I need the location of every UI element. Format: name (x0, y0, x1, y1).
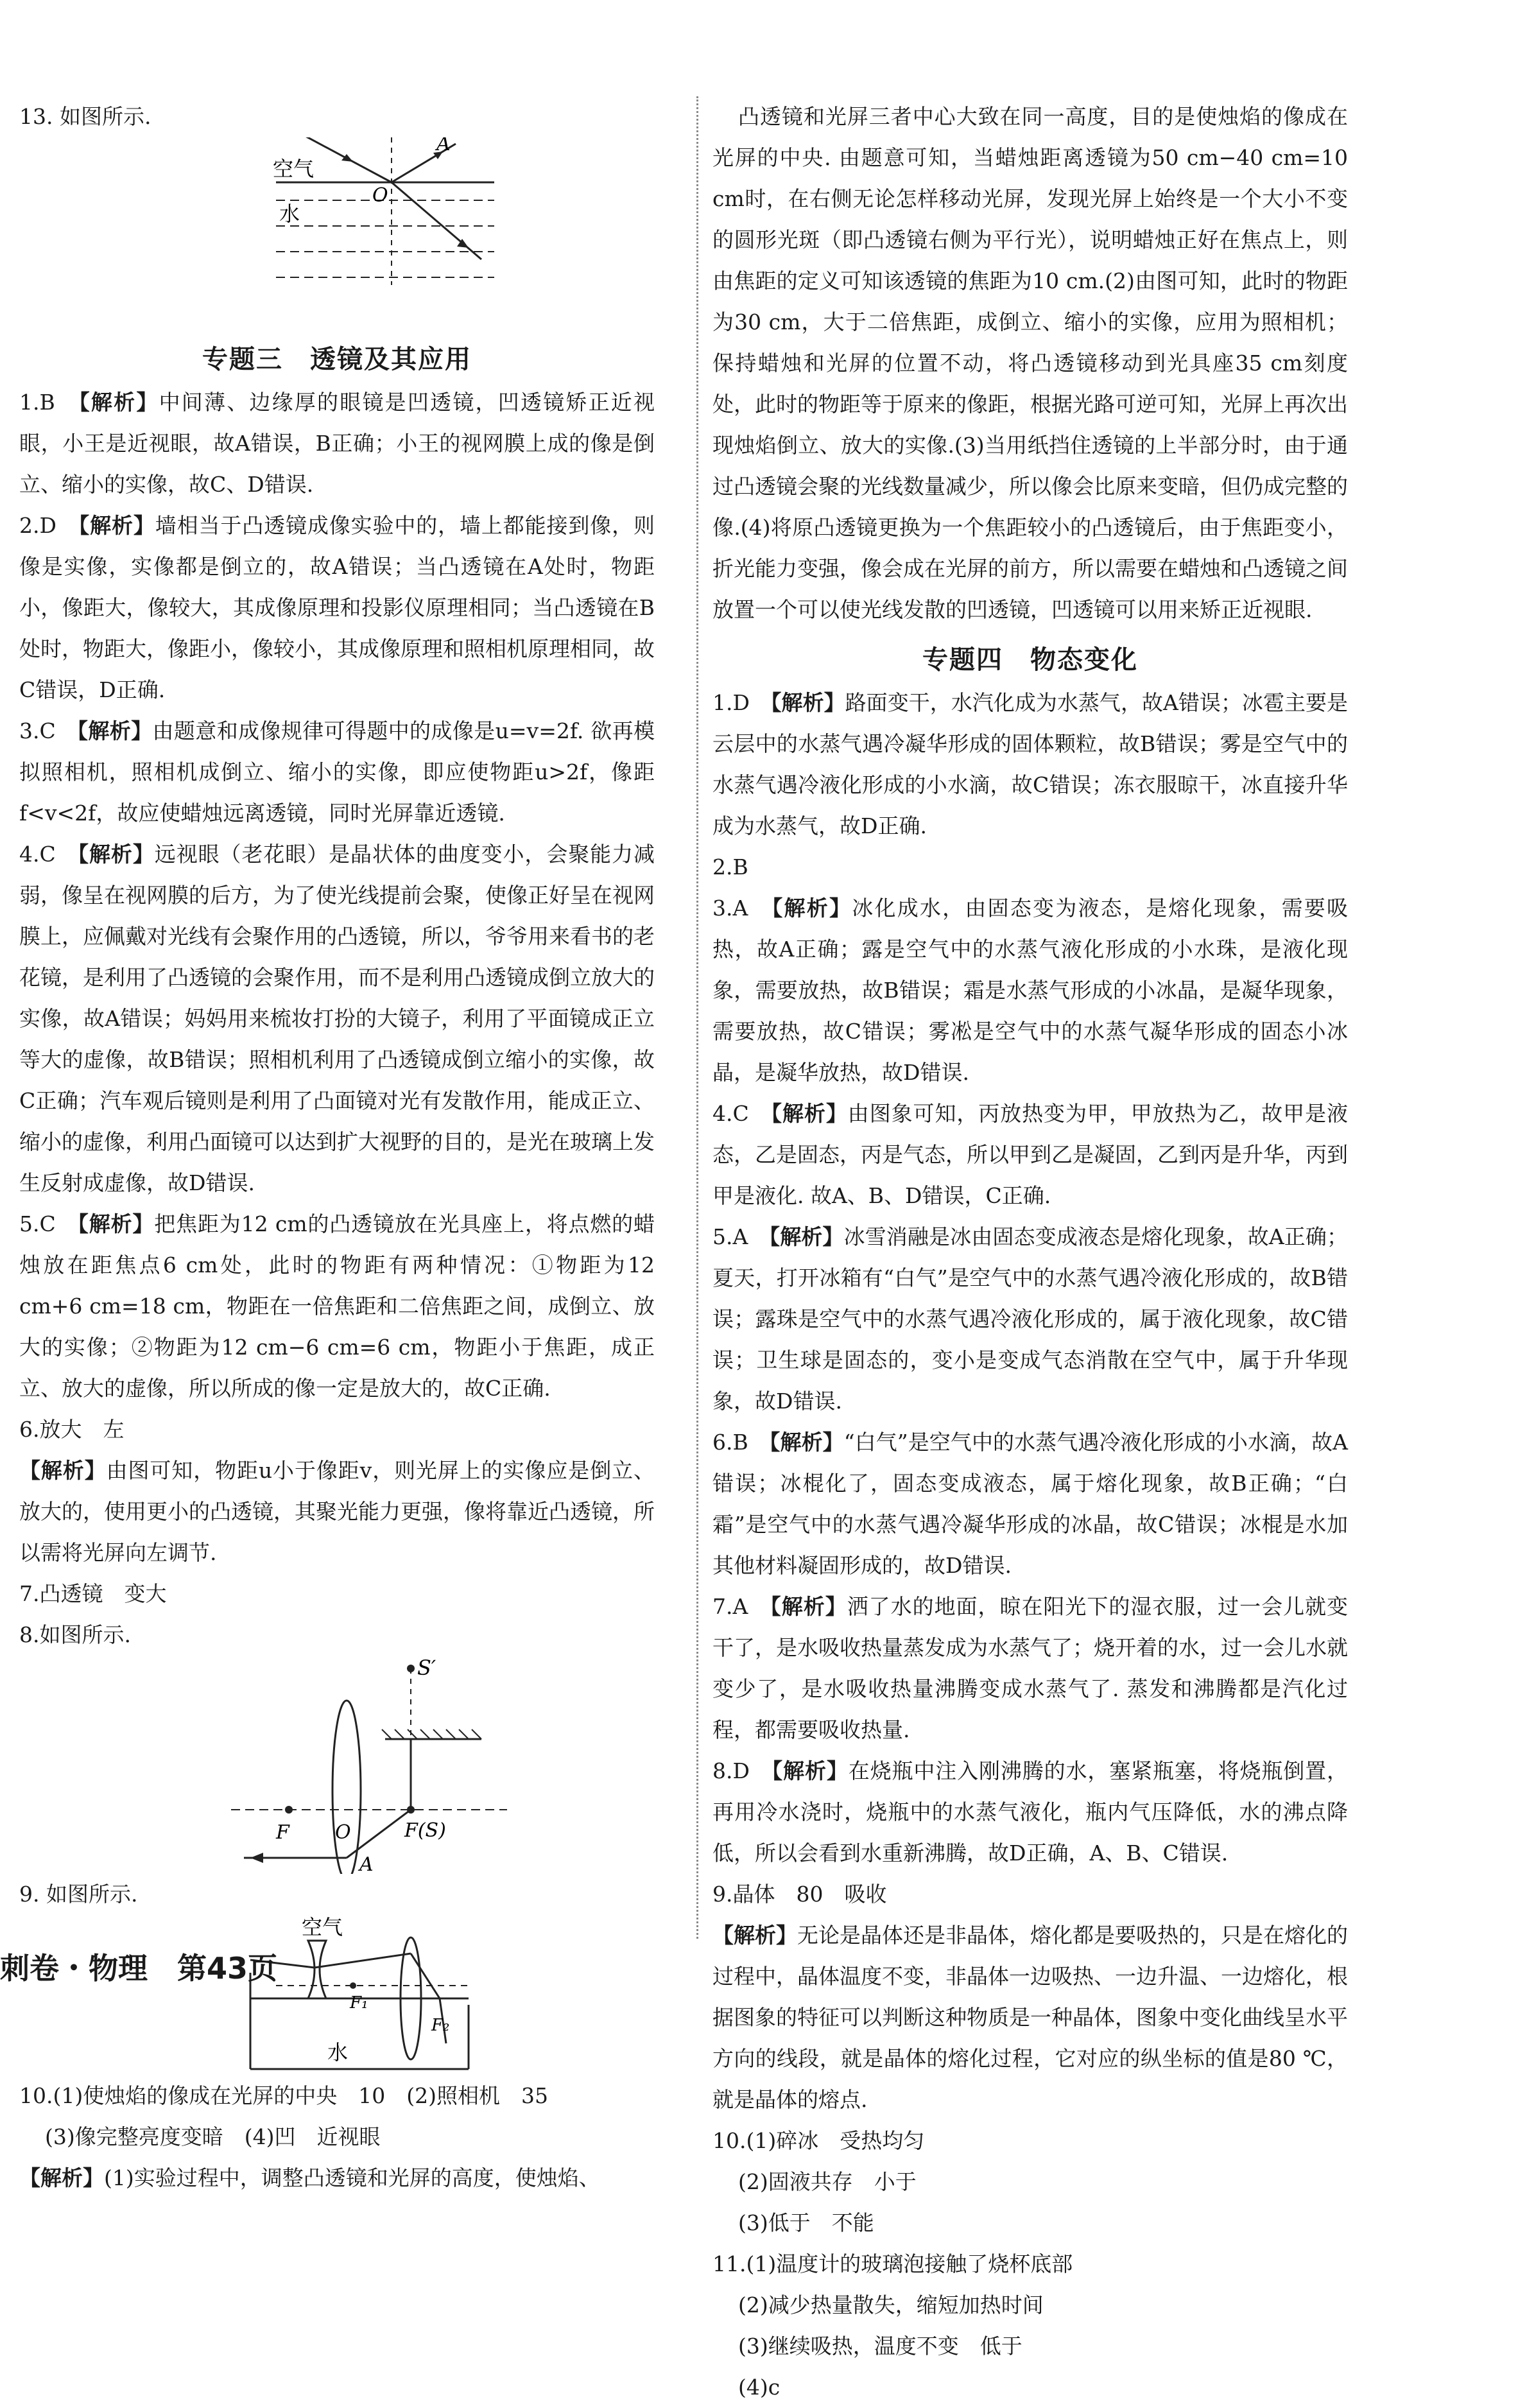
label-f1: F₁ (350, 1993, 368, 2013)
lens-diagram (19, 1656, 655, 1874)
parallel-ray-arrow (250, 1853, 263, 1863)
section-4-title: 专题四 物态变化 (922, 645, 1138, 675)
answer-item: 6.放大 左 (19, 1417, 125, 1442)
answer-item: 5.A 【解析】冰雪消融是冰由固态变成液态是熔化现象，故A正确；夏天，打开冰箱有“白气”是空气中的水蒸气遇冷液化形成的，故B错误；露珠是空气中的水蒸气遇冷液化形成的，属于液化现象，故C错误；卫生球是固态的，变小是变成气态消散在空气中，属于升华现象，故D错误. (712, 1224, 1349, 1414)
section-4-answers (712, 682, 1348, 2120)
answer-10-analysis: 【解析】(1)实验过程中，调整凸透镜和光屏的高度，使烛焰、 (19, 2165, 600, 2190)
label-s-prime: S′ (417, 1656, 436, 1680)
label-air: 空气 (273, 157, 315, 181)
left-column (19, 96, 655, 2199)
label-water: 水 (327, 2040, 349, 2065)
convex-lens (332, 1701, 361, 1874)
answer-11-line: 11.(1)温度计的玻璃泡接触了烧杯底部 (712, 2251, 1073, 2276)
answer-item: 7.凸透镜 变大 (19, 1581, 167, 1606)
incident-arrow (341, 154, 353, 162)
figure-9-lenses-water (19, 1915, 655, 2075)
mirror-hatch (420, 1729, 430, 1739)
label-o: O (335, 1821, 351, 1844)
answer-item: 6.B 【解析】“白气”是空气中的水蒸气遇冷液化形成的小水滴，故A错误；冰棍化了，固态变成液态，属于熔化现象，故B正确；“白霜”是空气中的水蒸气遇冷凝华形成的冰晶，故C错误；冰棍是水加其他材料凝固形成的，故D错误. (712, 1430, 1349, 1578)
label-f2: F₂ (431, 2016, 450, 2035)
answer-item: 7.A 【解析】洒了水的地面，晾在阳光下的湿衣服，过一会儿就变干了，是水吸收热量蒸发成为水蒸气了；烧开着的水，过一会儿水就变少了，是水吸收热量沸腾变成水蒸气了. 蒸发和沸腾都是汽化过程，都需要吸收热量. (712, 1594, 1349, 1742)
diverged-ray (315, 1953, 411, 1968)
answer-item: 2.D 【解析】墙相当于凸透镜成像实验中的，墙上都能接到像，则像是实像，实像都是倒立的，故A错误；当凸透镜在A处时，物距小，像距大，像较大，其成像原理和投影仪原理相同；当凸透镜在B处时，物距大，像距小，像较小，其成像原理和照相机原理相同，故C错误，D正确. (19, 513, 655, 702)
answer-item: 4.C 【解析】远视眼（老花眼）是晶状体的曲度变小，会聚能力减弱，像呈在视网膜的后方，为了使光线提前会聚，使像正好呈在视网膜上，应佩戴对光线有会聚作用的凸透镜，所以，爷爷用来看书的老花镜，是利用了凸透镜的会聚作用，而不是利用凸透镜成倒立放大的实像，故A错误；妈妈用来梳妆打扮的大镜子，利用了平面镜成正立等大的虚像，故B错误；照相机利用了凸透镜成倒立缩小的实像，故C正确；汽车观后镜则是利用了凸面镜对光有发散作用，能成正立、缩小的虚像，利用凸面镜可以达到扩大视野的目的，是光在玻璃上发生反射成虚像，故D错误. (19, 842, 655, 1195)
answer-item: 9.晶体 80 吸收 (712, 1882, 887, 1907)
label-air: 空气 (302, 1915, 343, 1939)
answer-item: 【解析】无论是晶体还是非晶体，熔化都是要吸热的，只是在熔化的过程中，晶体温度不变，非晶体一边吸热、一边升温、一边熔化，根据图象的特征可以判断这种物质是一种晶体，图象中变化曲线呈水平方向的线段，就是晶体的熔化过程，它对应的纵坐标的值是80 ℃，就是晶体的熔点. (712, 1923, 1348, 2112)
answer-item: 2.B (712, 854, 748, 879)
right-column (712, 96, 1348, 2408)
answer-10-line: 10.(1)碎冰 受热均匀 (712, 2128, 925, 2153)
label-a: A (359, 1853, 374, 1874)
answer-item: 1.D 【解析】路面变干，水汽化成为水蒸气，故A错误；冰雹主要是云层中的水蒸气遇冷凝华形成的固体颗粒，故B错误；雾是空气中的水蒸气遇冷液化形成的小水滴，故C错误；冻衣服晾干，冰直接升华成为水蒸气，故D正确. (712, 690, 1349, 838)
mirror-hatch (433, 1729, 443, 1739)
section-3-answers (19, 382, 655, 1656)
label-f: F (276, 1821, 289, 1844)
answer-item: 【解析】由图可知，物距u小于像距v，则光屏上的实像应是倒立、放大的，使用更小的凸透镜，其聚光能力更强，像将靠近凸透镜，所以需将光屏向左调节. (19, 1458, 655, 1565)
mirror-hatch (382, 1729, 392, 1739)
answer-item: 4.C 【解析】由图象可知，丙放热变为甲，甲放热为乙，故甲是液态，乙是固态，丙是气态，所以甲到乙是凝固，乙到丙是升华，丙到甲是液化. 故A、B、D错误，C正确. (712, 1101, 1349, 1208)
answer-11-line: (2)减少热量散失，缩短加热时间 (738, 2292, 1044, 2317)
label-a: A (436, 137, 451, 155)
refracted-ray (392, 182, 481, 259)
answer-item: 5.C 【解析】把焦距为12 cm的凸透镜放在光具座上，将点燃的蜡烛放在距焦点6 cm处，此时的物距有两种情况：①物距为12 cm+6 cm=18 cm，物距在一倍焦距和二倍焦距之间，成倒立、放大的实像；②物距为12 cm−6 cm=6 cm，物距小于焦距，成正立、放大的虚像，所以所成的像一定是放大的，故C正确. (19, 1211, 655, 1401)
analysis-continued: 凸透镜和光屏三者中心大致在同一高度，目的是使烛焰的像成在光屏的中央. 由题意可知，当蜡烛距离透镜为50 cm−40 cm=10 cm时，在右侧无论怎样移动光屏，发现光屏上始终是一个大小不变的圆形光斑（即凸透镜右侧为平行光），说明蜡烛正好在焦点上，则由焦距的定义可知该透镜的焦距为10 cm.(2)由图可知，此时的物距为30 cm，大于二倍焦距，成倒立、缩小的实像，应用为照相机；保持蜡烛和光屏的位置不动，将凸透镜移动到光具座35 cm刻度处，此时的物距等于原来的像距，根据光路可逆可知，光屏上再次出现烛焰倒立、放大的实像.(3)当用纸挡住透镜的上半部分时，由于通过凸透镜会聚的光线数量减少，所以像会比原来变暗，但仍成完整的像.(4)将原凸透镜更换为一个焦距较小的凸透镜后，由于焦距变小，折光能力变强，像会成在光屏的前方，所以需要在蜡烛和凸透镜之间放置一个可以使光线发散的凹透镜，凹透镜可以用来矫正近视眼. (712, 104, 1348, 622)
figure-13-refraction (19, 137, 655, 330)
label-fs: F(S) (404, 1819, 446, 1842)
answer-11-line: (3)继续吸热，温度不变 低于 (738, 2334, 1022, 2359)
answer-10-line2: (3)像完整亮度变暗 (4)凹 近视眼 (45, 2124, 381, 2149)
page-footer: 刺卷・物理 第43页 (0, 1951, 278, 1986)
answer-item: 8.D 【解析】在烧瓶中注入刚沸腾的水，塞紧瓶塞，将烧瓶倒置，再用冷水浇时，烧瓶中的水蒸气液化，瓶内气压降低，水的沸点降低，所以会看到水重新沸腾，故D正确，A、B、C错误. (712, 1758, 1349, 1866)
answer-item: 3.C 【解析】由题意和成像规律可得题中的成像是u=v=2f. 欲再模拟照相机，照相机成倒立、缩小的实像，即应使物距u>2f，像距f<v<2f，故应使蜡烛远离透镜，同时光屏靠近透镜. (19, 718, 655, 826)
focal-point-left (285, 1806, 293, 1814)
mirror-hatch (459, 1729, 469, 1739)
label-water: 水 (279, 202, 300, 226)
mirror-hatch (395, 1729, 404, 1739)
lenses-water-diagram (19, 1915, 655, 2075)
ray-to-lens (347, 1810, 411, 1858)
figure-8-lens (19, 1656, 655, 1874)
mirror-hatch (472, 1729, 481, 1739)
mirror-hatch (408, 1729, 417, 1739)
answer-10-line: (2)固液共存 小于 (738, 2169, 917, 2194)
section-3-title: 专题三 透镜及其应用 (202, 345, 472, 374)
focus-f1 (350, 1982, 356, 1989)
answer-10-line1: 10.(1)使烛焰的像成在光屏的中央 10 (2)照相机 35 (19, 2083, 548, 2108)
answer-item: 3.A 【解析】冰化成水，由固态变为液态，是熔化现象，需要吸热，故A正确；露是空气中的水蒸气液化形成的小水珠，是液化现象，需要放热，故B错误；霜是水蒸气形成的小冰晶，是凝华现象，需要放热，故C错误；雾凇是空气中的水蒸气凝华形成的固态小冰晶，是凝华放热，故D错误. (712, 896, 1349, 1085)
label-o: O (372, 184, 388, 207)
converged-ray (411, 1953, 440, 1998)
question-13: 13. 如图所示. (19, 104, 151, 129)
question-9: 9. 如图所示. (19, 1882, 138, 1907)
answer-11-line: (4)c (738, 2375, 781, 2400)
mirror-hatch (446, 1729, 456, 1739)
refraction-diagram (19, 137, 655, 330)
answer-item: 8.如图所示. (19, 1622, 131, 1647)
answer-10-line: (3)低于 不能 (738, 2210, 874, 2235)
column-divider (696, 96, 698, 1939)
concave-lens (308, 1941, 326, 1998)
answer-item: 1.B 【解析】中间薄、边缘厚的眼镜是凹透镜，凹透镜矫正近视眼，小王是近视眼，故A错误，B正确；小王的视网膜上成的像是倒立、缩小的实像，故C、D错误. (19, 390, 655, 497)
